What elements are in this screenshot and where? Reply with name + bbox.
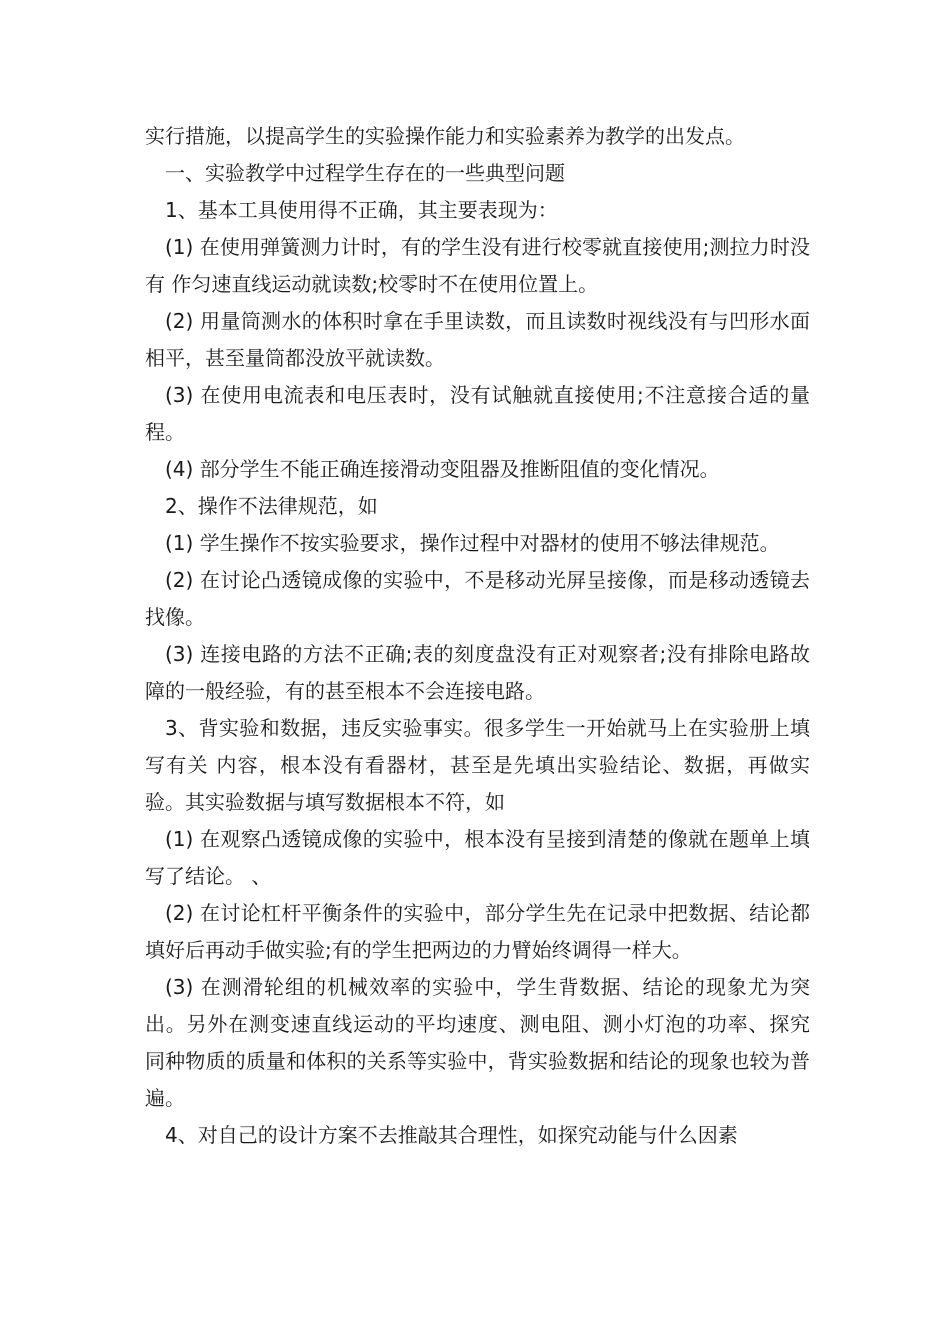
paragraph-operation-1: (1) 学生操作不按实验要求，操作过程中对器材的使用不够法律规范。 <box>165 531 780 555</box>
paragraph-data-1: (1) 在观察凸透镜成像的实验中，根本没有呈接到清楚的像就在题单上填 写了结论。 、 <box>145 827 810 888</box>
subheading-operation: 2、操作不法律规范，如 <box>165 494 378 518</box>
paragraph-operation-2: (2) 在讨论凸透镜成像的实验中，不是移动光屏呈接像，而是移动透镜去找像。 <box>145 568 810 629</box>
subheading-design: 4、对自己的设计方案不去推敲其合理性，如探究动能与什么因素 <box>165 1123 738 1147</box>
subheading-data: 3、背实验和数据，违反实验事实。很多学生一开始就马上在实验册上填写有关 内容，根本没有看器材，甚至是先填出实验结论、数据，再做实验。其实验数据与填写数据根本不符，如 <box>145 716 810 814</box>
paragraph-operation-3: (3) 连接电路的方法不正确;表的刻度盘没有正对观察者;没有排除电路故障的一般经验，有的甚至根本不会连接电路。 <box>145 642 810 703</box>
paragraph-intro: 实行措施，以提高学生的实验操作能力和实验素养为教学的出发点。 <box>145 124 745 148</box>
paragraph-tools-2: (2) 用量筒测水的体积时拿在手里读数，而且读数时视线没有与凹形水面相平，甚至量筒都没放平就读数。 <box>145 309 810 370</box>
paragraph-tools-1: (1) 在使用弹簧测力计时，有的学生没有进行校零就直接使用;测拉力时没有 作匀速直线运动就读数;校零时不在使用位置上。 <box>145 235 810 296</box>
paragraph-tools-3: (3) 在使用电流表和电压表时，没有试触就直接使用;不注意接合适的量程。 <box>145 383 810 444</box>
paragraph-tools-4: (4) 部分学生不能正确连接滑动变阻器及推断阻值的变化情况。 <box>165 457 720 481</box>
heading-section-1: 一、实验教学中过程学生存在的一些典型问题 <box>165 161 565 185</box>
paragraph-data-2: (2) 在讨论杠杆平衡条件的实验中，部分学生先在记录中把数据、结论都填好后再动手做实验;有的学生把两边的力臂始终调得一样大。 <box>145 901 810 962</box>
subheading-tools: 1、基本工具使用得不正确，其主要表现为： <box>165 198 558 222</box>
paragraph-data-3: (3) 在测滑轮组的机械效率的实验中，学生背数据、结论的现象尤为突出。另外在测变速直线运动的平均速度、测电阻、测小灯泡的功率、探究 同种物质的质量和体积的关系等实验中，背实验数据和结论的现象也较为普遍。 <box>145 975 810 1110</box>
document-body <box>145 118 810 1154</box>
